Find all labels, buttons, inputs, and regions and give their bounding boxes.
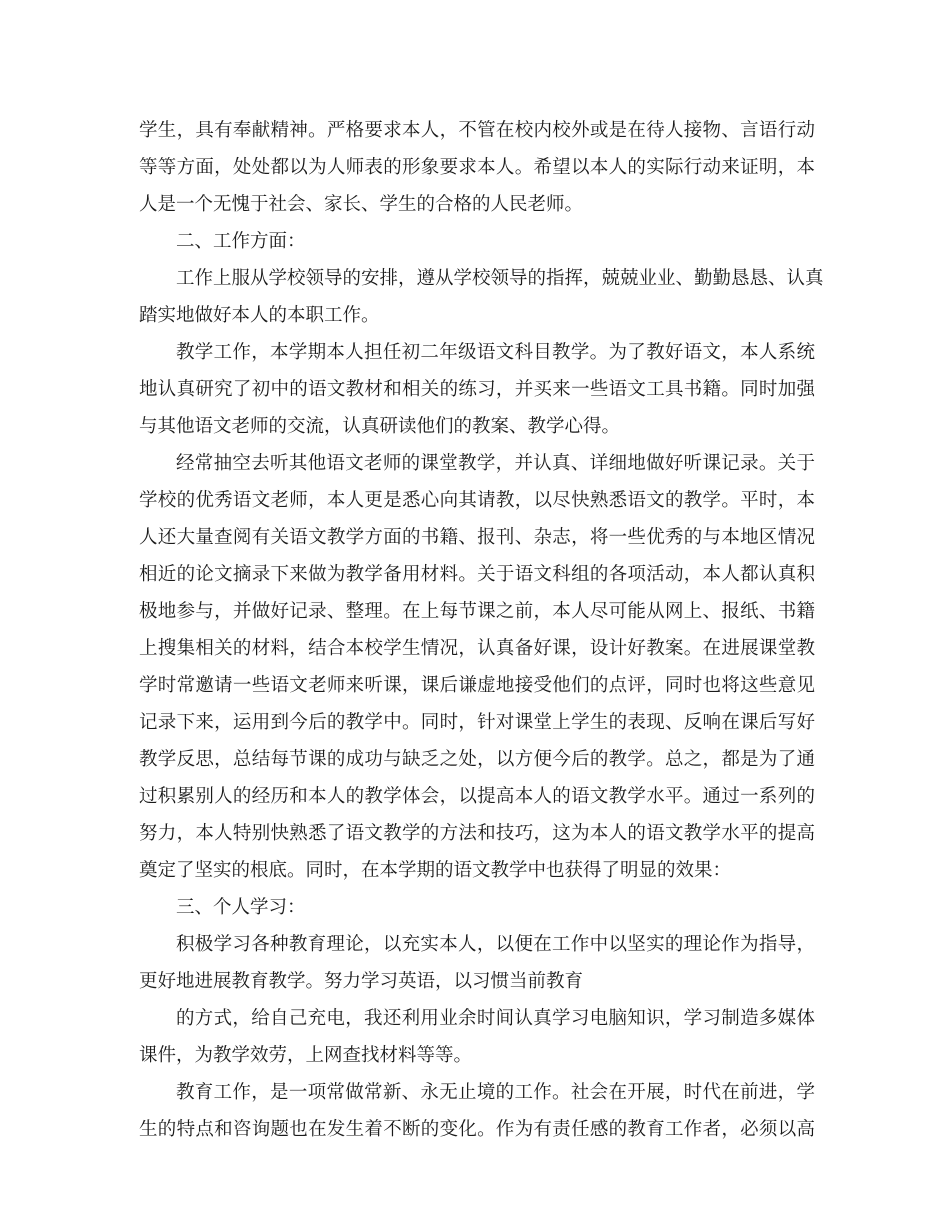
text-line: 生的特点和咨询题也在发生着不断的变化。作为有责任感的教育工作者，必须以高 — [139, 1119, 815, 1140]
text-line: 人是一个无愧于社会、家长、学生的合格的人民老师。 — [139, 194, 584, 215]
text-line: 记录下来，运用到今后的教学中。同时，针对课堂上学生的表现、反响在课后写好 — [139, 712, 815, 733]
section-heading: 三、个人学习： — [176, 897, 306, 918]
text-line: 学生，具有奉献精神。严格要求本人，不管在校内校外或是在待人接物、言语行动 — [139, 120, 815, 141]
text-line: 积极学习各种教育理论，以充实本人，以便在工作中以坚实的理论作为指导， — [176, 934, 815, 955]
text-line: 地认真研究了初中的语文教材和相关的练习，并买来一些语文工具书籍。同时加强 — [139, 379, 815, 400]
text-line: 踏实地做好本人的本职工作。 — [139, 305, 380, 326]
text-line: 与其他语文老师的交流，认真研读他们的教案、教学心得。 — [139, 416, 621, 437]
text-line: 人还大量查阅有关语文教学方面的书籍、报刊、杂志，将一些优秀的与本地区情况 — [139, 527, 815, 548]
text-line: 奠定了坚实的根底。同时，在本学期的语文教学中也获得了明显的效果： — [139, 860, 732, 881]
text-line: 教学工作，本学期本人担任初二年级语文科目教学。为了教好语文，本人系统 — [176, 342, 815, 363]
text-line: 极地参与，并做好记录、整理。在上每节课之前，本人尽可能从网上、报纸、书籍 — [139, 601, 815, 622]
text-line: 的方式，给自己充电，我还利用业余时间认真学习电脑知识，学习制造多媒体 — [176, 1008, 815, 1029]
text-line: 经常抽空去听其他语文老师的课堂教学，并认真、详细地做好听课记录。关于 — [176, 453, 815, 474]
text-line: 相近的论文摘录下来做为教学备用材料。关于语文科组的各项活动，本人都认真积 — [139, 564, 815, 585]
text-line: 努力，本人特别快熟悉了语文教学的方法和技巧，这为本人的语文教学水平的提高 — [139, 823, 815, 844]
section-heading: 二、工作方面： — [176, 231, 306, 252]
text-line: 学校的优秀语文老师，本人更是悉心向其请教，以尽快熟悉语文的教学。平时，本 — [139, 490, 815, 511]
text-line: 学时常邀请一些语文老师来听课，课后谦虚地接受他们的点评，同时也将这些意见 — [139, 675, 815, 696]
text-line: 过积累别人的经历和本人的教学体会，以提高本人的语文教学水平。通过一系列的 — [139, 786, 815, 807]
text-line: 更好地进展教育教学。努力学习英语，以习惯当前教育 — [139, 971, 584, 992]
text-line: 等等方面，处处都以为人师表的形象要求本人。希望以本人的实际行动来证明，本 — [139, 157, 815, 178]
text-line: 教学反思，总结每节课的成功与缺乏之处，以方便今后的教学。总之，都是为了通 — [139, 749, 815, 770]
text-line: 课件，为教学效劳，上网查找材料等等。 — [139, 1045, 473, 1066]
text-line: 工作上服从学校领导的安排，遵从学校领导的指挥，兢兢业业、勤勤恳恳、认真 — [176, 268, 824, 289]
text-line: 上搜集相关的材料，结合本校学生情况，认真备好课，设计好教案。在进展课堂教 — [139, 638, 815, 659]
text-line: 教育工作，是一项常做常新、永无止境的工作。社会在开展，时代在前进，学 — [176, 1082, 815, 1103]
